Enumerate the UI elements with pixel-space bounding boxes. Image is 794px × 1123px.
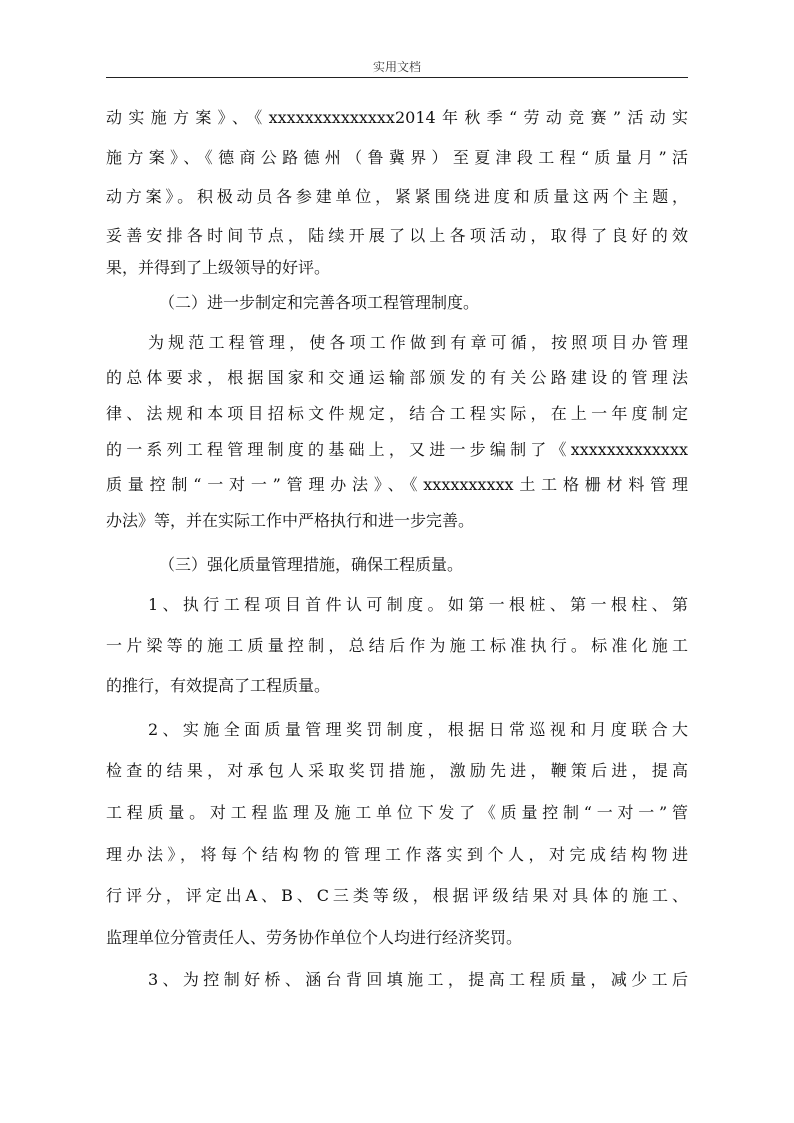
body-line: 质量控制“一对一”管理办法》、《xxxxxxxxxx土工格栅材料管理 [106,475,688,494]
body-line: 的推行，有效提高了工程质量。 [106,676,331,695]
body-line: 律、法规和本项目招标文件规定，结合工程实际，在上一年度制定 [106,404,688,423]
body-line: 的总体要求，根据国家和交通运输部颁发的有关公路建设的管理法 [106,368,688,387]
body-line: 的一系列工程管理制度的基础上，又进一步编制了《xxxxxxxxxxxxx [106,440,688,459]
body-line: 行评分，评定出A、B、C三类等级，根据评级结果对具体的施工、 [106,886,688,905]
body-line: 一片梁等的施工质量控制，总结后作为施工标准执行。标准化施工 [106,636,688,655]
body-line: 检查的结果，对承包人采取奖罚措施，激励先进，鞭策后进，提高 [106,761,688,780]
body-line: 动方案》。积极动员各参建单位，紧紧围绕进度和质量这两个主题， [106,187,688,206]
body-line: 2、实施全面质量管理奖罚制度，根据日常巡视和月度联合大 [148,720,688,739]
page-header: 实用文档 [372,60,421,74]
body-line: 3、为控制好桥、涵台背回填施工，提高工程质量，减少工后 [148,970,688,989]
body-line: 1、执行工程项目首件认可制度。如第一根桩、第一根柱、第 [148,595,688,614]
body-line: 办法》等，并在实际工作中严格执行和进一步完善。 [106,511,475,530]
body-line: 妥善安排各时间节点，陆续开展了以上各项活动，取得了良好的效 [106,226,688,245]
header-divider [106,77,688,78]
body-line: 施方案》、《德商公路德州（鲁冀界）至夏津段工程“质量月”活 [106,148,688,167]
body-line: 为规范工程管理，使各项工作做到有章可循，按照项目办管理 [148,333,688,352]
body-line: 果，并得到了上级领导的好评。 [106,258,331,277]
body-line: 工程质量。对工程监理及施工单位下发了《质量控制“一对一”管 [106,803,688,822]
section-heading: （三）强化质量管理措施，确保工程质量。 [159,555,464,574]
body-line: 动实施方案》、《xxxxxxxxxxxxxx2014年秋季“劳动竞赛”活动实 [106,108,688,127]
body-line: 监理单位分管责任人、劳务协作单位个人均进行经济奖罚。 [106,928,523,947]
body-line: 理办法》，将每个结构物的管理工作落实到个人，对完成结构物进 [106,845,688,864]
section-heading: （二）进一步制定和完善各项工程管理制度。 [159,293,480,312]
